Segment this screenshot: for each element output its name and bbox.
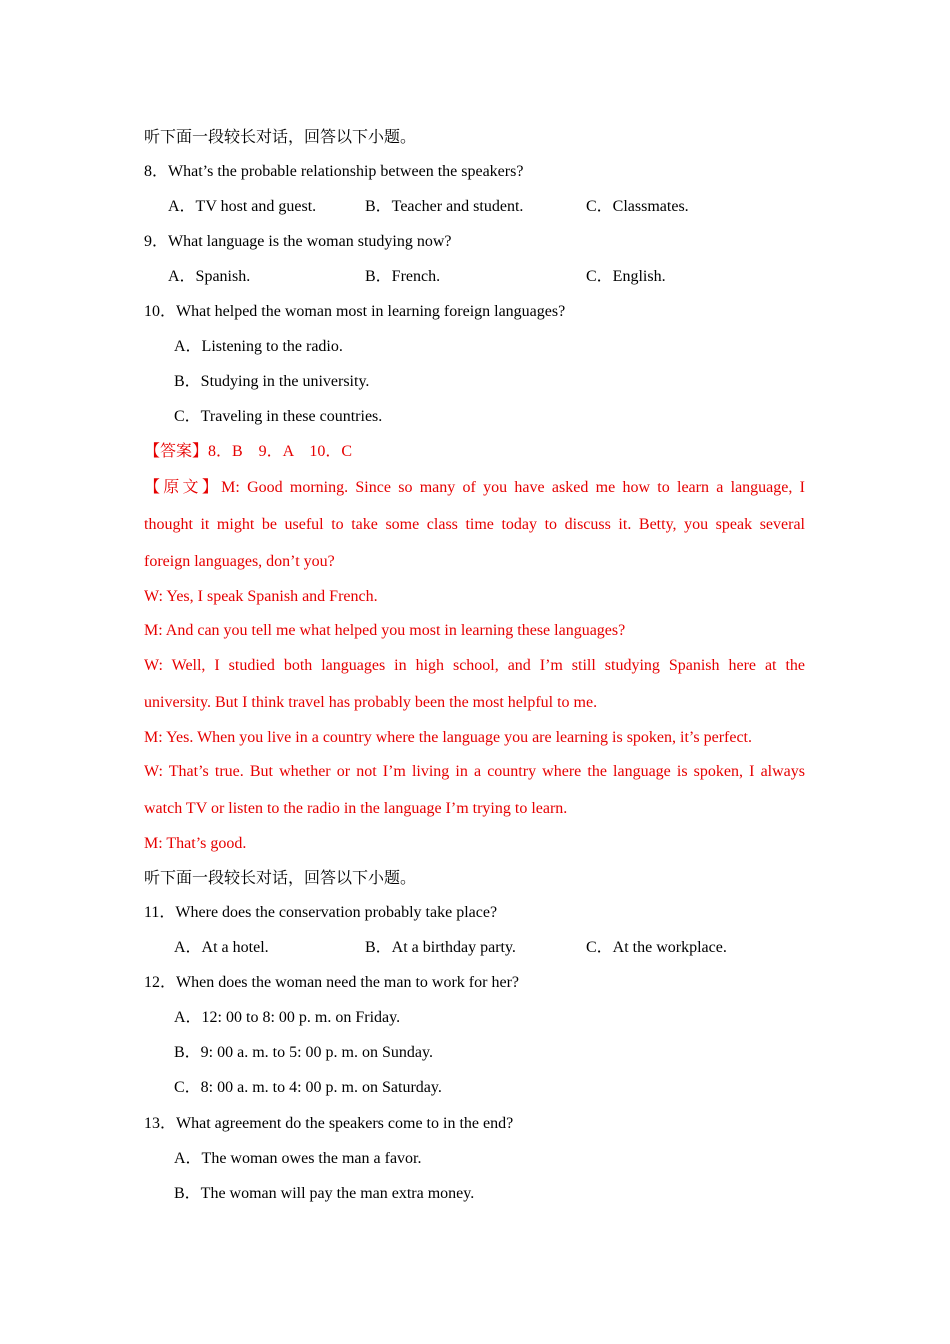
transcript-line: M: Yes. When you live in a country where the language you are learning is spoken, it’s perfect. — [144, 729, 752, 746]
transcript-line: thought it might be useful to take some class time today to discuss it. Betty, you speak several — [144, 516, 805, 533]
transcript-line: M: And can you tell me what helped you most in learning these languages? — [144, 622, 626, 639]
transcript-line: W: That’s true. But whether or not I’m living in a country where the language is spoken, I always — [144, 763, 805, 780]
question-9-stem: 9．What language is the woman studying now? — [144, 233, 452, 250]
question-10-stem: 10．What helped the woman most in learning foreign languages? — [144, 303, 566, 320]
question-11-option-a: A．At a hotel. — [174, 939, 269, 956]
question-11-option-b: B．At a birthday party. — [365, 939, 516, 956]
question-9-option-b: B．French. — [365, 268, 441, 285]
question-13-stem: 13．What agreement do the speakers come to in the end? — [144, 1115, 514, 1132]
transcript-line: 【原文】M: Good morning. Since so many of you have asked me how to learn a language, I — [144, 479, 805, 496]
question-10-option-c: C．Traveling in these countries. — [174, 408, 383, 425]
question-12-option-a: A．12: 00 to 8: 00 p. m. on Friday. — [174, 1009, 401, 1026]
transcript-line: foreign languages, don’t you? — [144, 553, 335, 570]
question-13-option-a: A．The woman owes the man a favor. — [174, 1150, 422, 1167]
transcript-line: W: Well, I studied both languages in high school, and I’m still studying Spanish here at the — [144, 657, 805, 674]
question-12-option-c: C．8: 00 a. m. to 4: 00 p. m. on Saturday. — [174, 1079, 442, 1096]
transcript-line: university. But I think travel has probably been the most helpful to me. — [144, 694, 598, 711]
question-9-option-c: C．English. — [586, 268, 666, 285]
question-8-option-b: B．Teacher and student. — [365, 198, 524, 215]
question-8-stem: 8．What’s the probable relationship between the speakers? — [144, 163, 524, 180]
transcript-line: watch TV or listen to the radio in the language I’m trying to learn. — [144, 800, 568, 817]
question-10-option-a: A．Listening to the radio. — [174, 338, 343, 355]
question-12-stem: 12．When does the woman need the man to work for her? — [144, 974, 519, 991]
question-12-option-b: B．9: 00 a. m. to 5: 00 p. m. on Sunday. — [174, 1044, 433, 1061]
answer-key: 【答案】8．B 9．A 10．C — [144, 443, 353, 460]
question-9-option-a: A．Spanish. — [168, 268, 251, 285]
question-10-option-b: B．Studying in the university. — [174, 373, 370, 390]
section-intro: 听下面一段较长对话，回答以下小题。 — [144, 870, 417, 887]
section-intro: 听下面一段较长对话，回答以下小题。 — [144, 129, 417, 146]
question-8-option-a: A．TV host and guest. — [168, 198, 317, 215]
transcript-line: W: Yes, I speak Spanish and French. — [144, 588, 378, 605]
question-11-stem: 11．Where does the conservation probably take place? — [144, 904, 498, 921]
question-13-option-b: B．The woman will pay the man extra money. — [174, 1185, 475, 1202]
transcript-line: M: That’s good. — [144, 835, 247, 852]
question-8-option-c: C．Classmates. — [586, 198, 689, 215]
question-11-option-c: C．At the workplace. — [586, 939, 727, 956]
